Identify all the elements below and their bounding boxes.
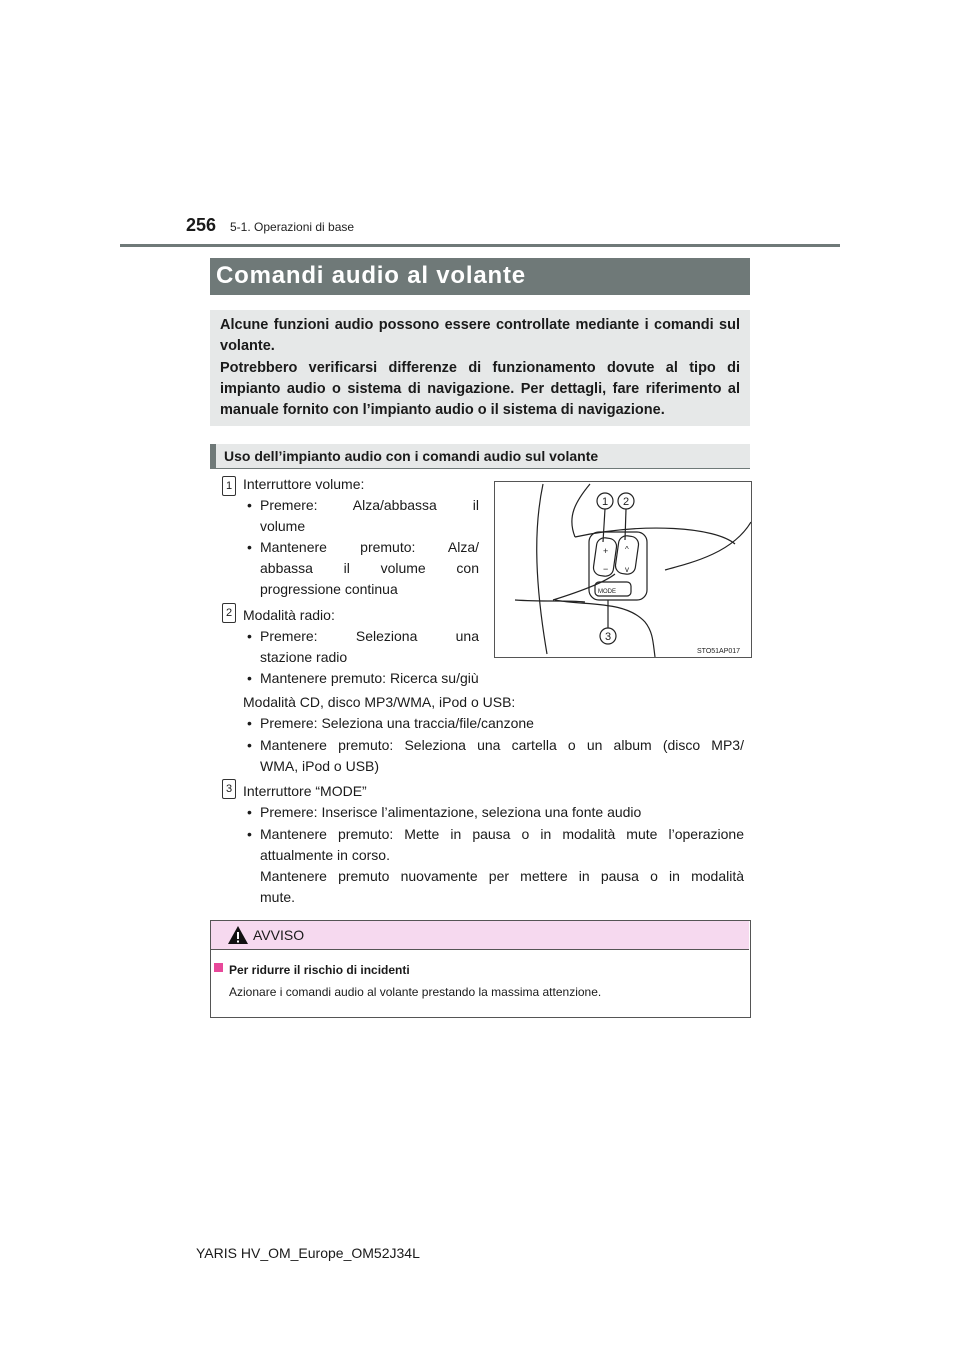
item-2-sub-bullet-2-line-1: Mantenere premuto: Seleziona una cartella o un album (disco MP3/ (260, 737, 744, 753)
warning-square-bullet-icon (214, 963, 223, 972)
subheading: Uso dell’impianto audio con i comandi audio sul volante (224, 448, 599, 464)
page-title: Comandi audio al volante (216, 262, 526, 289)
svg-text:+: + (603, 546, 609, 556)
item-1-bullet-2-line-1: Mantenere premuto: Alza/ (260, 539, 479, 555)
item-2-bullet-1-line-2: stazione radio (260, 649, 348, 665)
figure-callout-3: 3 (604, 631, 612, 643)
item-3-bullet-2-line-3: Mantenere premuto nuovamente per mettere in pausa o in modalità (260, 868, 744, 884)
item-1-bullet-1-line-1: Premere: Alza/abbassa il (260, 497, 479, 513)
item-2-subtitle: Modalità CD, disco MP3/WMA, iPod o USB: (243, 694, 516, 710)
bullet-dot: • (247, 826, 252, 842)
svg-text:−: − (603, 564, 609, 574)
intro-paragraph-2: Potrebbero verificarsi differenze di funzionamento dovute al tipo di impianto audio o sistema di navigazione. Per dettagli, fare riferimento al manuale fornito con l’impianto audio o il sistema di navigazione. (220, 359, 740, 419)
item-2-bullet-1-line-1: Premere: Seleziona una (260, 628, 479, 644)
subheading-accent (210, 444, 216, 469)
item-2-number-badge: 2 (222, 603, 236, 623)
header-rule (120, 244, 840, 247)
item-3-number-badge: 3 (222, 779, 236, 799)
intro-paragraph-1: Alcune funzioni audio possono essere controllate mediante i comandi sul volante. (220, 317, 740, 355)
mode-button-label: MODE (598, 589, 616, 595)
item-1-bullet-1-line-2: volume (260, 518, 306, 534)
steering-wheel-figure (494, 481, 752, 658)
figure-callout-1: 1 (601, 496, 609, 508)
item-2-bullet-2: Mantenere premuto: Ricerca su/giù (260, 670, 479, 686)
item-1-title: Interruttore volume: (243, 476, 365, 492)
item-3-title: Interruttore “MODE” (243, 783, 367, 799)
page-number: 256 (186, 215, 217, 235)
bullet-dot: • (247, 539, 252, 555)
figure-callout-2: 2 (622, 496, 630, 508)
item-1-number-badge: 1 (222, 476, 236, 496)
warning-body: Azionare i comandi audio al volante prestando la massima attenzione. (229, 985, 602, 999)
warning-title: AVVISO (253, 927, 305, 943)
svg-text:v: v (625, 565, 629, 574)
warning-triangle-icon (227, 925, 249, 945)
item-2-sub-bullet-1: Premere: Seleziona una traccia/file/canzone (260, 715, 534, 731)
bullet-dot: • (247, 670, 252, 686)
bullet-dot: • (247, 804, 252, 820)
item-1-bullet-2-line-3: progressione continua (260, 581, 398, 597)
footer-document-code: YARIS HV_OM_Europe_OM52J34L (196, 1245, 420, 1261)
item-2-sub-bullet-2-line-2: WMA, iPod o USB) (260, 758, 380, 774)
warning-subtitle: Per ridurre il rischio di incidenti (229, 963, 410, 977)
bullet-dot: • (247, 628, 252, 644)
svg-text:^: ^ (625, 545, 629, 554)
section-label: 5-1. Operazioni di base (230, 220, 355, 234)
item-1-bullet-2-line-2: abbassa il volume con (260, 560, 479, 576)
item-3-bullet-2-line-2: attualmente in corso. (260, 847, 390, 863)
steering-wheel-illustration (495, 482, 751, 657)
bullet-dot: • (247, 715, 252, 731)
item-3-bullet-2-line-1: Mantenere premuto: Mette in pausa o in modalità mute l’operazione (260, 826, 744, 842)
intro-text (220, 315, 740, 421)
item-3-bullet-2-line-4: mute. (260, 889, 296, 905)
figure-code: STO51AP017 (697, 648, 741, 655)
bullet-dot: • (247, 737, 252, 753)
item-3-bullet-1: Premere: Inserisce l’alimentazione, seleziona una fonte audio (260, 804, 642, 820)
bullet-dot: • (247, 497, 252, 513)
item-2-title: Modalità radio: (243, 607, 335, 623)
